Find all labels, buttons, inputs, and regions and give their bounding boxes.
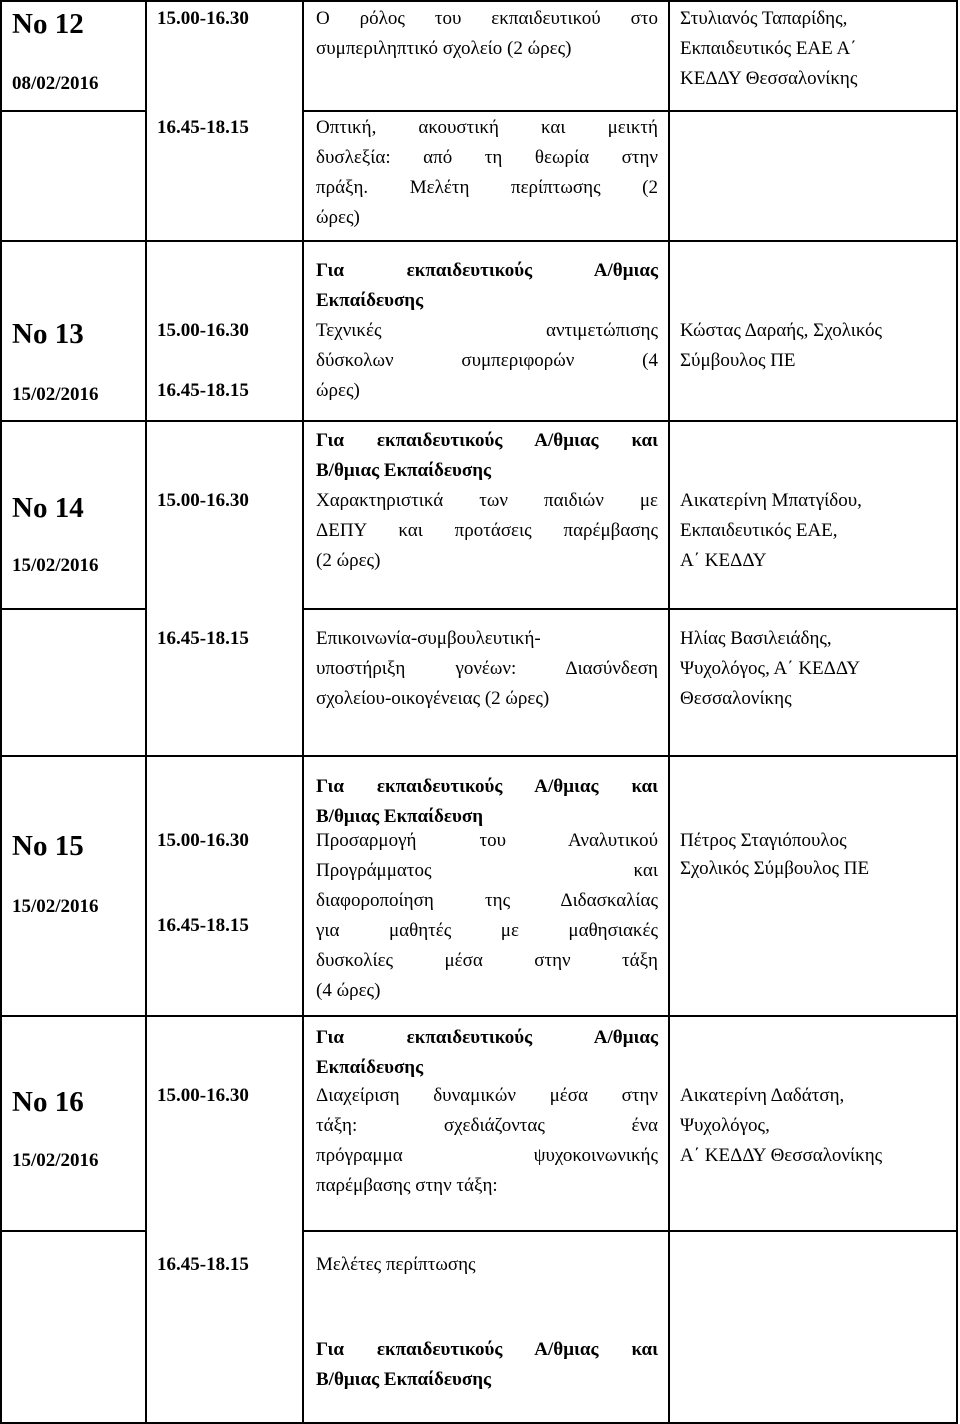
session-number: Νο 16 [12, 1086, 84, 1118]
audience-label: Για εκπαιδευτικούς Α/θμιας και Β/θμιας Εκπαίδευσης [316, 430, 658, 481]
row-divider [0, 110, 146, 112]
column-divider-3 [668, 0, 670, 1424]
session-title: Χαρακτηριστικά των παιδιών με ΔΕΠΥ και προτάσεις παρέμβασης (2 ώρες) [316, 490, 658, 571]
session-time: 16.45-18.15 [157, 1254, 249, 1275]
session-date: 15/02/2016 [12, 555, 99, 576]
session-title: Οπτική, ακουστική και μεικτή δυσλεξία: από τη θεωρία στην πράξη. Μελέτη περίπτωσης (2 ώρες) [316, 117, 658, 228]
session-title: Τεχνικές αντιμετώπισης δύσκολων συμπεριφορών (4 ώρες) [316, 320, 658, 401]
session-time: 15.00-16.30 [157, 490, 249, 511]
session-number: Νο 12 [12, 8, 84, 40]
session-number: Νο 15 [12, 830, 84, 862]
session-time: 16.45-18.15 [157, 380, 249, 401]
speaker-line: Α΄ ΚΕΔΔΥ [680, 550, 767, 571]
table-border-left [0, 0, 2, 1424]
session-date: 15/02/2016 [12, 896, 99, 917]
session-title: Προσαρμογή του Αναλυτικού Προγράμματος και διαφοροποίηση της Διδασκαλίας για μαθητές με μαθησιακές δυσκολίες μέσα στην τάξη (4 ώρες) [316, 830, 658, 1001]
session-number: Νο 14 [12, 492, 84, 524]
speaker-line: Πέτρος Σταγιόπουλος [680, 830, 847, 851]
session-title: Ο ρόλος του εκπαιδευτικού στο συμπεριληπτικό σχολείο (2 ώρες) [316, 8, 658, 59]
row-divider [0, 1015, 958, 1017]
audience-label: Για εκπαιδευτικούς Α/θμιας Εκπαίδευσης [316, 1027, 658, 1078]
speaker-line: Ηλίας Βασιλειάδης, [680, 628, 832, 649]
session-time: 16.45-18.15 [157, 915, 249, 936]
session-time: 15.00-16.30 [157, 320, 249, 341]
session-date: 15/02/2016 [12, 1150, 99, 1171]
speaker-line: Θεσσαλονίκης [680, 688, 792, 709]
session-title: Μελέτες περίπτωσης [316, 1254, 476, 1275]
speaker-line: Α΄ ΚΕΔΔΥ Θεσσαλονίκης [680, 1145, 883, 1166]
speaker-line: Ψυχολόγος, [680, 1115, 770, 1136]
speaker-line: Εκπαιδευτικός ΕΑΕ Α΄ [680, 38, 857, 59]
row-divider [0, 1230, 146, 1232]
session-title: Επικοινωνία-συμβουλευτική- υποστήριξη γονέων: Διασύνδεση σχολείου-οικογένειας (2 ώρες) [316, 628, 658, 709]
row-divider [0, 420, 958, 422]
session-date: 15/02/2016 [12, 384, 99, 405]
session-title: Διαχείριση δυναμικών μέσα στην τάξη: σχεδιάζοντας ένα πρόγραμμα ψυχοκοινωνικής παρέμβασης στην τάξη: [316, 1085, 658, 1196]
session-number: Νο 13 [12, 318, 84, 350]
speaker-line: Στυλιανός Ταπαρίδης, [680, 8, 848, 29]
row-divider [302, 608, 958, 610]
row-divider [302, 110, 958, 112]
session-time: 15.00-16.30 [157, 8, 249, 29]
row-divider [0, 608, 146, 610]
session-date: 08/02/2016 [12, 73, 99, 94]
session-time: 16.45-18.15 [157, 628, 249, 649]
session-time: 15.00-16.30 [157, 1085, 249, 1106]
table-border-right [956, 0, 958, 1424]
session-time: 15.00-16.30 [157, 830, 249, 851]
column-divider-2 [302, 0, 304, 1424]
speaker-line: Αικατερίνη Δαδάτση, [680, 1085, 845, 1106]
audience-label: Για εκπαιδευτικούς Α/θμιας Εκπαίδευσης [316, 260, 658, 311]
row-divider [0, 755, 958, 757]
speaker-line: ΚΕΔΔΥ Θεσσαλονίκης [680, 68, 858, 89]
table-border-top [0, 0, 958, 2]
speaker-line: Ψυχολόγος, Α΄ ΚΕΔΔΥ [680, 658, 861, 679]
session-time: 16.45-18.15 [157, 117, 249, 138]
audience-label: Για εκπαιδευτικούς Α/θμιας και Β/θμιας Εκπαίδευσης [316, 1339, 658, 1390]
row-divider [0, 240, 958, 242]
audience-label: Για εκπαιδευτικούς Α/θμιας και Β/θμιας Εκπαίδευση [316, 776, 658, 827]
speaker-line: Σχολικός Σύμβουλος ΠΕ [680, 858, 870, 879]
column-divider-1 [145, 0, 147, 1424]
speaker-line: Κώστας Δαραής, Σχολικός [680, 320, 882, 341]
speaker-line: Σύμβουλος ΠΕ [680, 350, 796, 371]
row-divider [302, 1230, 958, 1232]
speaker-line: Εκπαιδευτικός ΕΑΕ, [680, 520, 838, 541]
speaker-line: Αικατερίνη Μπατγίδου, [680, 490, 862, 511]
